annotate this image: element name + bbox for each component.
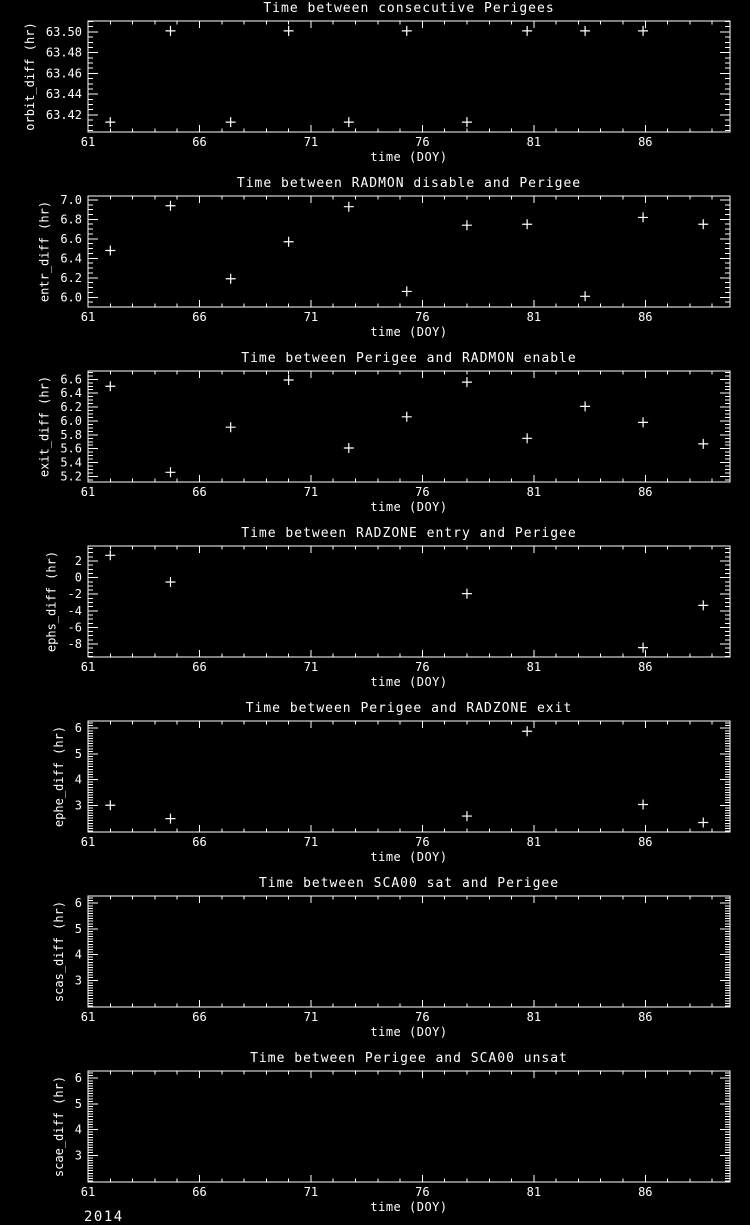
y-tick-label: 0 [74,570,82,585]
plus-marker [462,377,472,387]
y-tick-label: 6.2 [60,270,82,285]
x-tick-label: 81 [526,485,542,499]
subplot-scas-diff [0,875,750,1050]
x-tick-label: 71 [303,1185,319,1199]
plot-frame [88,371,730,482]
plus-marker [638,212,648,222]
x-tick-label: 71 [303,835,319,849]
y-tick-label: 5.2 [60,469,82,484]
x-axis-label: time (DOY) [370,500,448,514]
y-axis-label: ephe_diff (hr) [51,725,66,828]
x-tick-label: 66 [192,135,207,149]
x-tick-label: 66 [192,485,207,499]
x-tick-label: 86 [638,310,653,324]
plus-marker [165,814,175,824]
plus-marker [462,811,472,821]
plus-marker [344,117,354,127]
x-tick-label: 71 [303,1010,319,1024]
x-tick-label: 71 [303,135,319,149]
x-tick-label: 71 [303,310,319,324]
plus-marker [165,577,175,587]
y-tick-label: 6.6 [60,372,82,387]
plus-marker [344,202,354,212]
plus-marker [462,220,472,230]
x-tick-label: 86 [638,135,653,149]
subplot-scae-diff [0,1050,750,1225]
x-tick-label: 76 [415,1010,430,1024]
x-tick-label: 61 [80,660,96,674]
x-tick-label: 61 [80,835,96,849]
plot-frame [88,196,730,307]
x-axis-label: time (DOY) [370,150,448,164]
x-tick-label: 66 [192,835,207,849]
y-tick-label: 6 [74,721,82,736]
x-axis-label: time (DOY) [370,1200,448,1214]
x-tick-label: 86 [638,1010,653,1024]
x-tick-label: 81 [526,835,542,849]
x-tick-label: 76 [415,310,430,324]
subplot-ephe-diff [0,700,750,875]
x-tick-label: 71 [303,485,319,499]
y-tick-label: 5.6 [60,441,82,456]
chart-title: Time between Perigee and SCA00 unsat [250,1051,568,1066]
chart-canvas [0,175,750,350]
y-tick-label: -6 [67,620,82,635]
x-tick-label: 86 [638,835,653,849]
chart-canvas [0,0,750,175]
x-tick-label: 81 [526,660,542,674]
plus-marker [522,433,532,443]
plus-marker [226,274,236,284]
y-axis-label: scas_diff (hr) [51,900,66,1003]
chart-canvas [0,700,750,875]
y-tick-label: 6.4 [60,386,82,401]
y-axis-label: entr_diff (hr) [37,200,52,303]
plus-marker [105,246,115,256]
x-tick-label: 76 [415,485,430,499]
y-tick-label: 6 [74,896,82,911]
chart-title: Time between consecutive Perigees [263,1,555,16]
y-tick-label: 63.42 [45,107,82,122]
x-tick-label: 76 [415,835,430,849]
plus-marker [638,26,648,36]
x-tick-label: 66 [192,310,207,324]
x-tick-label: 61 [80,310,96,324]
subplot-ephs-diff [0,525,750,700]
y-tick-label: 6.2 [60,400,82,415]
plus-marker [402,412,412,422]
y-tick-label: 63.46 [45,66,82,81]
y-tick-label: 4 [74,947,82,962]
y-tick-label: 2 [74,554,82,569]
y-tick-label: 6.8 [60,212,82,227]
x-tick-label: 81 [526,1185,542,1199]
plus-marker [284,26,294,36]
subplot-entr-diff [0,175,750,350]
x-tick-label: 76 [415,135,430,149]
x-tick-label: 76 [415,660,430,674]
x-tick-label: 81 [526,1010,542,1024]
plus-marker [344,443,354,453]
x-tick-label: 81 [526,310,542,324]
y-tick-label: 5.8 [60,427,82,442]
plus-marker [638,643,648,653]
plus-marker [165,201,175,211]
plus-marker [165,467,175,477]
x-tick-label: 66 [192,1010,207,1024]
y-axis-label: scae_diff (hr) [51,1075,66,1178]
plus-marker [105,117,115,127]
y-tick-label: 3 [74,1148,82,1163]
plus-marker [105,800,115,810]
plus-marker [698,600,708,610]
plus-marker [580,26,590,36]
y-axis-label: exit_diff (hr) [37,375,52,478]
x-axis-label: time (DOY) [370,1025,448,1039]
plus-marker [522,726,532,736]
x-axis-label: time (DOY) [370,850,448,864]
y-tick-label: 5 [74,1096,82,1111]
y-tick-label: 63.48 [45,45,82,60]
plus-marker [226,422,236,432]
plus-marker [580,291,590,301]
chart-title: Time between RADMON disable and Perigee [236,176,582,191]
x-tick-label: 71 [303,660,319,674]
y-tick-label: 4 [74,772,82,787]
y-tick-label: 63.50 [45,24,82,39]
plus-marker [638,800,648,810]
plus-marker [402,26,412,36]
y-tick-label: 6.0 [60,413,82,428]
y-tick-label: -8 [67,637,82,652]
plus-marker [402,286,412,296]
plot-frame [88,721,730,832]
chart-title: Time between RADZONE entry and Perigee [241,526,577,541]
chart-title: Time between SCA00 sat and Perigee [258,876,560,891]
x-tick-label: 61 [80,1010,96,1024]
chart-title: Time between Perigee and RADMON enable [241,351,577,366]
plot-frame [88,1071,730,1182]
y-tick-label: 6.0 [60,290,82,305]
plus-marker [522,26,532,36]
plus-marker [165,26,175,36]
y-tick-label: 63.44 [45,87,82,102]
plus-marker [522,219,532,229]
x-tick-label: 61 [80,1185,96,1199]
plot-frame [88,21,730,132]
plus-marker [105,381,115,391]
plus-marker [698,439,708,449]
y-tick-label: 3 [74,798,82,813]
subplot-exit-diff [0,350,750,525]
y-tick-label: 6.6 [60,231,82,246]
x-tick-label: 61 [80,135,96,149]
x-tick-label: 66 [192,1185,207,1199]
y-tick-label: 5 [74,746,82,761]
plus-marker [105,550,115,560]
chart-title: Time between Perigee and RADZONE exit [245,701,573,716]
plus-marker [462,589,472,599]
x-tick-label: 76 [415,1185,430,1199]
y-tick-label: 7.0 [60,192,82,207]
y-tick-label: 6.4 [60,251,82,266]
plot-frame [88,546,730,657]
x-tick-label: 86 [638,1185,653,1199]
plus-marker [226,117,236,127]
x-axis-label: time (DOY) [370,325,448,339]
y-tick-label: 4 [74,1122,82,1137]
chart-canvas [0,525,750,700]
plus-marker [698,219,708,229]
plus-marker [284,375,294,385]
x-tick-label: 61 [80,485,96,499]
y-tick-label: 5.4 [60,455,82,470]
chart-canvas [0,875,750,1050]
plus-marker [698,817,708,827]
x-tick-label: 86 [638,485,653,499]
plot-frame [88,896,730,1007]
x-tick-label: 86 [638,660,653,674]
y-axis-label: ephs_diff (hr) [44,550,59,653]
chart-canvas [0,1050,750,1225]
chart-canvas [0,350,750,525]
y-axis-label: orbit_diff (hr) [23,22,37,131]
plus-marker [284,237,294,247]
x-tick-label: 66 [192,660,207,674]
y-tick-label: -4 [67,603,82,618]
y-tick-label: 5 [74,921,82,936]
x-axis-label: time (DOY) [370,675,448,689]
y-tick-label: 6 [74,1071,82,1086]
year-label: 2014 [84,1209,124,1225]
plus-marker [462,117,472,127]
y-tick-label: -2 [67,587,82,602]
y-tick-label: 3 [74,973,82,988]
subplot-orbit-diff [0,0,750,175]
plus-marker [580,401,590,411]
plus-marker [638,417,648,427]
x-tick-label: 81 [526,135,542,149]
